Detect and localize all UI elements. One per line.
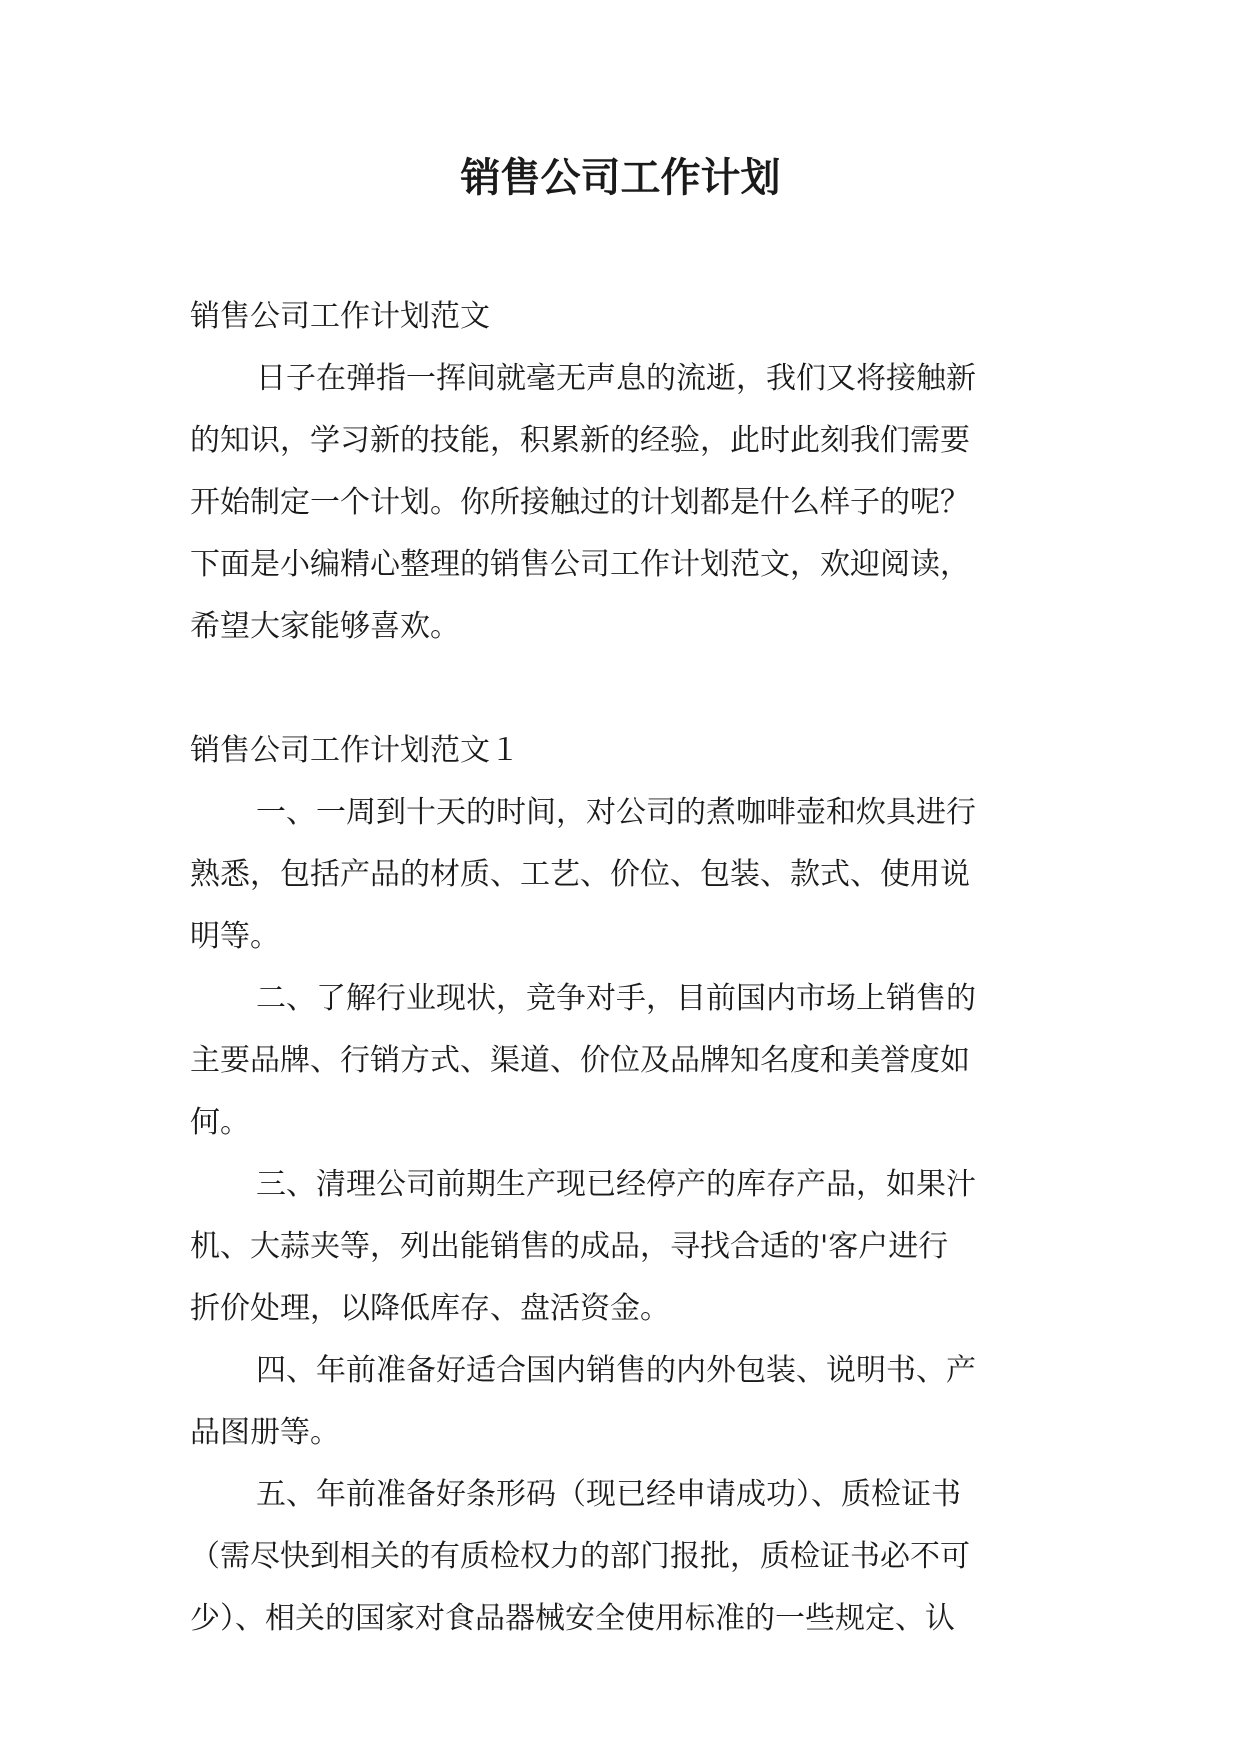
list-item	[190, 1154, 1052, 1340]
paragraph-line: 二、了解行业现状，竞争对手，目前国内市场上销售的	[256, 981, 976, 1016]
paragraph-line: 明等。	[190, 919, 280, 954]
paragraph-line: 机、大蒜夹等，列出能销售的成品，寻找合适的'客户进行	[190, 1229, 949, 1264]
paragraph-line: 熟悉，包括产品的材质、工艺、价位、包装、款式、使用说	[190, 857, 970, 892]
spacer	[190, 658, 1052, 720]
paragraph-line: 折价处理，以降低库存、盘活资金。	[190, 1291, 670, 1326]
paragraph-line: 希望大家能够喜欢。	[190, 609, 460, 644]
paragraph-line: 日子在弹指一挥间就毫无声息的流逝，我们又将接触新	[256, 361, 976, 396]
paragraph-line: 少）、相关的国家对食品器械安全使用标准的一些规定、认	[190, 1601, 955, 1636]
paragraph-line: 下面是小编精心整理的销售公司工作计划范文，欢迎阅读，	[190, 547, 970, 582]
paragraph-line: 开始制定一个计划。你所接触过的计划都是什么样子的呢？	[190, 485, 970, 520]
list-item	[190, 968, 1052, 1154]
paragraph-line: 三、清理公司前期生产现已经停产的库存产品，如果汁	[256, 1167, 976, 1202]
paragraph-line: 何。	[190, 1105, 250, 1140]
paragraph-line: 的知识，学习新的技能，积累新的经验，此时此刻我们需要	[190, 423, 970, 458]
section-heading: 销售公司工作计划范文	[190, 299, 490, 334]
intro-paragraph	[190, 348, 1052, 658]
paragraph-line: 品图册等。	[190, 1415, 340, 1450]
paragraph-line: 五、年前准备好条形码（现已经申请成功）、质检证书	[256, 1477, 961, 1512]
paragraph-line: 一、一周到十天的时间，对公司的煮咖啡壶和炊具进行	[256, 795, 976, 830]
section-heading: 销售公司工作计划范文１	[190, 733, 520, 768]
list-item	[190, 1464, 1052, 1650]
list-item	[190, 782, 1052, 968]
paragraph-line: 主要品牌、行销方式、渠道、价位及品牌知名度和美誉度如	[190, 1043, 970, 1078]
list-item	[190, 1340, 1052, 1464]
document-title: 销售公司工作计划	[460, 155, 781, 201]
document-body	[190, 286, 1052, 1650]
paragraph-line: （需尽快到相关的有质检权力的部门报批，质检证书必不可	[190, 1539, 970, 1574]
paragraph-line: 四、年前准备好适合国内销售的内外包装、说明书、产	[256, 1353, 976, 1388]
